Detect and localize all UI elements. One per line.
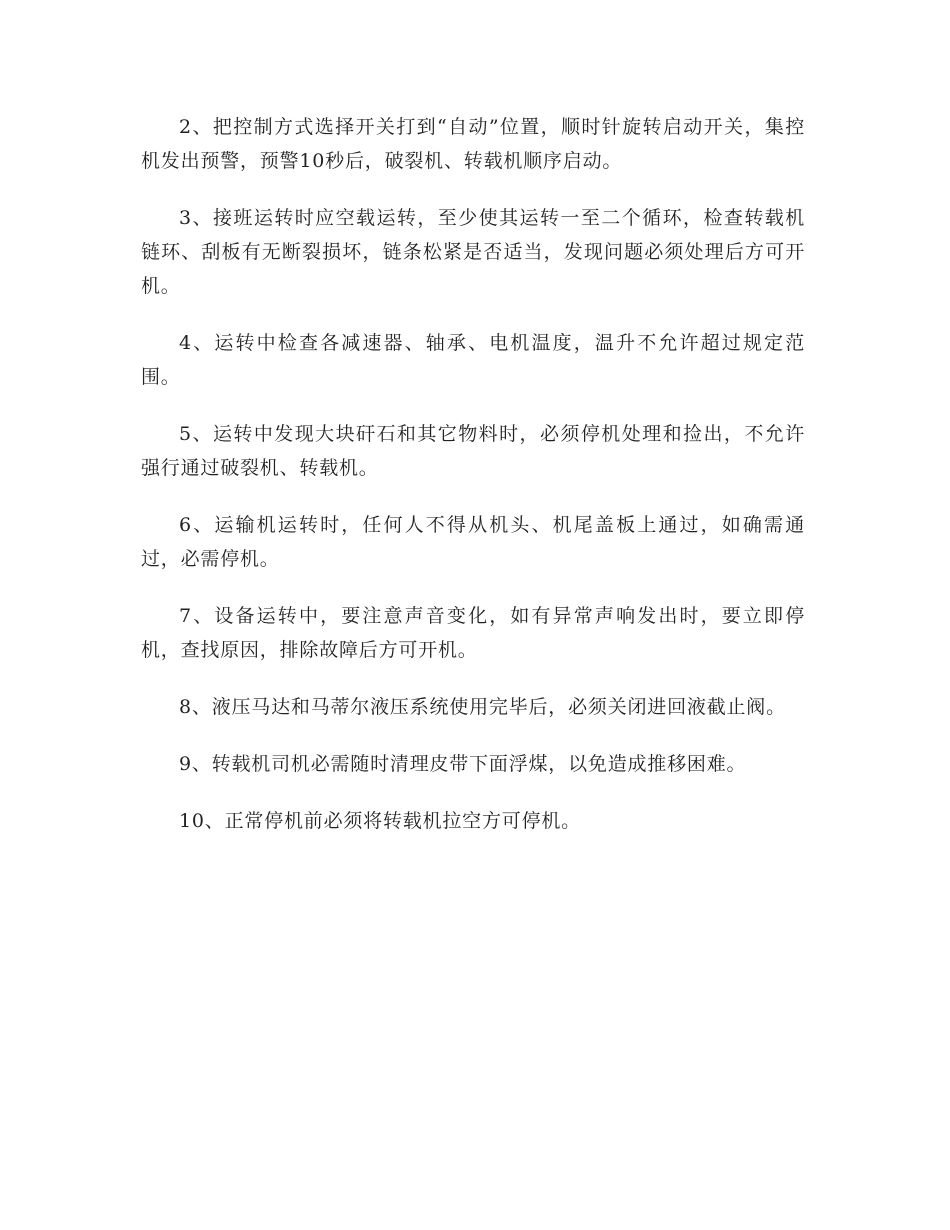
paragraph-7: 7、设备运转中，要注意声音变化，如有异常声响发出时，要立即停机，查找原因，排除故障后方可开机。 xyxy=(141,605,805,661)
paragraph-4: 4、运转中检查各减速器、轴承、电机温度，温升不允许超过规定范围。 xyxy=(141,332,805,388)
paragraph-6: 6、运输机运转时，任何人不得从机头、机尾盖板上通过，如确需通过，必需停机。 xyxy=(141,514,805,570)
paragraph-3: 3、接班运转时应空载运转，至少使其运转一至二个循环，检查转载机链环、刮板有无断裂损坏，链条松紧是否适当，发现问题必须处理后方可开机。 xyxy=(141,207,805,297)
paragraph-8: 8、液压马达和马蒂尔液压系统使用完毕后，必须关闭进回液截止阀。 xyxy=(179,696,786,718)
paragraph-5: 5、运转中发现大块矸石和其它物料时，必须停机处理和捡出，不允许强行通过破裂机、转载机。 xyxy=(141,423,805,479)
paragraph-2: 2、把控制方式选择开关打到“自动”位置，顺时针旋转启动开关，集控机发出预警，预警10秒后，破裂机、转载机顺序启动。 xyxy=(141,116,805,172)
paragraph-10: 10、正常停机前必须将转载机拉空方可停机。 xyxy=(179,810,581,832)
paragraph-9: 9、转载机司机必需随时清理皮带下面浮煤，以免造成推移困难。 xyxy=(179,753,747,775)
document-body xyxy=(141,110,805,861)
